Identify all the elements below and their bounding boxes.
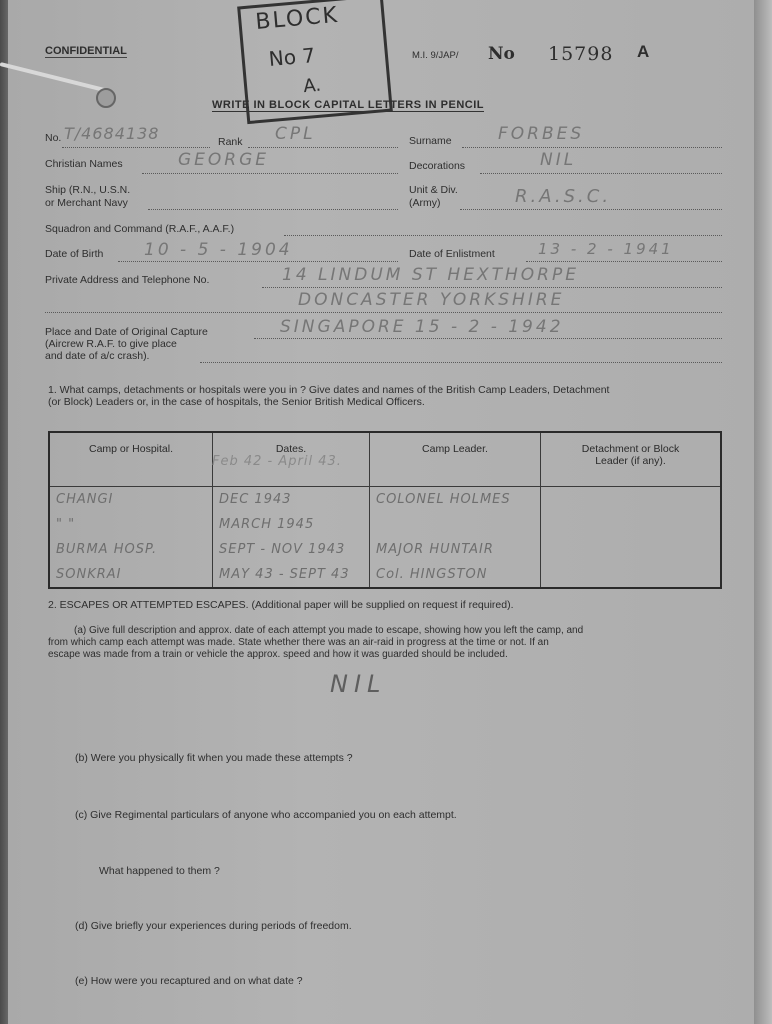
table-row-leader: Col. HINGSTON bbox=[376, 567, 488, 582]
dates-cell bbox=[213, 487, 370, 589]
instruction-heading: WRITE IN BLOCK CAPITAL LETTERS IN PENCIL bbox=[212, 99, 484, 111]
dob-label: Date of Birth bbox=[45, 248, 104, 260]
decorations-value: NIL bbox=[540, 150, 577, 170]
dob-value: 10 - 5 - 1904 bbox=[144, 240, 293, 260]
table-row-leader bbox=[376, 512, 534, 537]
address-label: Private Address and Telephone No. bbox=[45, 274, 210, 286]
address-line-1: 14 LINDUM ST HEXTHORPE bbox=[282, 265, 579, 285]
stamp-letter: A. bbox=[302, 74, 322, 98]
surname-value: FORBES bbox=[498, 124, 585, 144]
serial-letter: A bbox=[637, 42, 650, 61]
q2-d: (d) Give briefly your experiences during periods of freedom. bbox=[75, 920, 352, 932]
table-row-camp: SONKRAI bbox=[56, 567, 122, 582]
capture-value: SINGAPORE 15 - 2 - 1942 bbox=[280, 317, 564, 337]
unit-value: R.A.S.C. bbox=[515, 186, 612, 207]
table-row-leader: MAJOR HUNTAIR bbox=[376, 542, 494, 557]
q2-a-text-2: from which camp each attempt was made. State whether there was an air-raid in progress at the time or not. If an bbox=[48, 637, 549, 648]
unit-label-1: Unit & Div. bbox=[409, 184, 458, 196]
q1-text-1: 1. What camps, detachments or hospitals were you in ? Give dates and names of the British Camp Leaders, Detachment bbox=[48, 384, 610, 396]
table-row-dates: MARCH 1945 bbox=[219, 517, 315, 532]
enlistment-value: 13 - 2 - 1941 bbox=[538, 240, 674, 258]
capture-label-2: (Aircrew R.A.F. to give place bbox=[45, 338, 177, 350]
capture-label-3: and date of a/c crash). bbox=[45, 350, 150, 362]
christian-names-label: Christian Names bbox=[45, 158, 123, 170]
stamp-number: No 7 bbox=[267, 43, 316, 71]
decorations-label: Decorations bbox=[409, 160, 466, 172]
tag-eyelet bbox=[96, 88, 116, 108]
q1-text-2: (or Block) Leaders or, in the case of hospitals, the Senior British Medical Officers. bbox=[48, 396, 425, 408]
col-dates: Dates. bbox=[213, 432, 370, 487]
enlistment-label: Date of Enlistment bbox=[409, 248, 495, 260]
table-row-leader: COLONEL HOLMES bbox=[376, 492, 511, 507]
service-no-value: T/4684138 bbox=[64, 124, 160, 143]
rank-label: Rank bbox=[218, 136, 243, 148]
col-camp: Camp or Hospital. bbox=[49, 432, 213, 487]
table-row-camp: CHANGI bbox=[56, 492, 114, 507]
mi-reference: M.I. 9/JAP/ bbox=[412, 50, 459, 61]
serial-number: 15798 bbox=[548, 43, 614, 65]
ship-label-1: Ship (R.N., U.S.N. bbox=[45, 184, 131, 196]
stamp-block: BLOCK bbox=[254, 2, 341, 35]
q2-c: (c) Give Regimental particulars of anyone who accompanied you on each attempt. bbox=[75, 809, 457, 821]
dates-note: Feb 42 - April 43. bbox=[212, 454, 342, 469]
christian-names-value: GEORGE bbox=[178, 150, 270, 170]
table-row-dates: DEC 1943 bbox=[219, 492, 292, 507]
table-row-camp: BURMA HOSP. bbox=[56, 542, 158, 557]
leader-cell bbox=[370, 487, 541, 589]
table-row-dates: SEPT - NOV 1943 bbox=[219, 542, 346, 557]
q2-e: (e) How were you recaptured and on what date ? bbox=[75, 975, 303, 987]
q2-c-follow: What happened to them ? bbox=[99, 865, 220, 877]
page-stack-edge bbox=[754, 0, 772, 1024]
squadron-label: Squadron and Command (R.A.F., A.A.F.) bbox=[45, 223, 235, 235]
detachment-cell bbox=[541, 487, 722, 589]
table-row-dates: MAY 43 - SEPT 43 bbox=[219, 567, 350, 582]
q2-title: 2. ESCAPES OR ATTEMPTED ESCAPES. (Additional paper will be supplied on request if required). bbox=[48, 599, 514, 611]
address-line-2: DONCASTER YORKSHIRE bbox=[298, 290, 565, 310]
q2-a-answer: NIL bbox=[330, 670, 387, 698]
surname-label: Surname bbox=[409, 135, 452, 147]
unit-label-2: (Army) bbox=[409, 197, 441, 209]
capture-label-1: Place and Date of Original Capture bbox=[45, 326, 208, 338]
q2-a-text-3: escape was made from a train or vehicle the approx. speed and how it was guarded should be included. bbox=[48, 649, 508, 660]
q2-a-text-1: (a) Give full description and approx. date of each attempt you made to escape, showing how you left the camp, and bbox=[74, 625, 584, 636]
serial-no-label: No bbox=[488, 44, 515, 64]
table-row-camp: " " bbox=[56, 517, 76, 532]
col-detachment: Detachment or Block Leader (if any). bbox=[541, 432, 722, 487]
col-camp-leader: Camp Leader. bbox=[370, 432, 541, 487]
ship-label-2: or Merchant Navy bbox=[45, 197, 128, 209]
service-no-label: No. bbox=[45, 132, 62, 144]
rank-value: CPL bbox=[275, 124, 316, 144]
camp-cell bbox=[49, 487, 213, 589]
confidential-label: CONFIDENTIAL bbox=[45, 45, 127, 57]
q2-b: (b) Were you physically fit when you made these attempts ? bbox=[75, 752, 353, 764]
camps-table bbox=[48, 431, 722, 589]
